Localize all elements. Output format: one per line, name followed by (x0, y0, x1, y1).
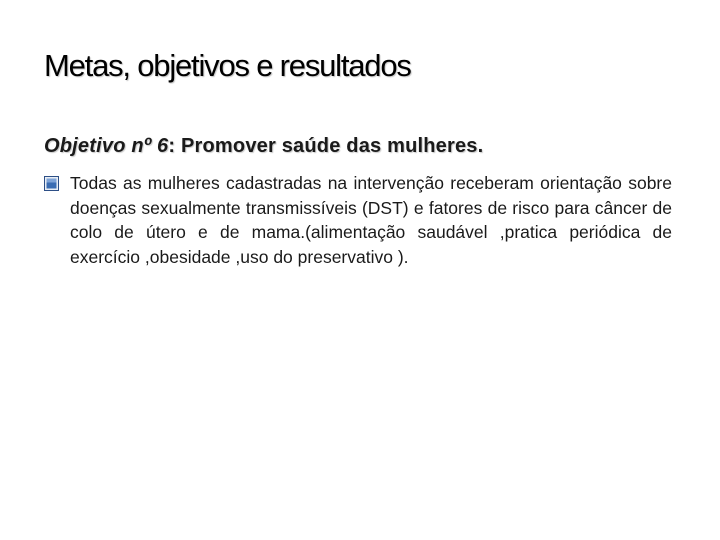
objective-label: Objetivo nº 6 (44, 135, 169, 157)
slide-title: Metas, objetivos e resultados (44, 48, 411, 83)
bullet-text: Todas as mulheres cadastradas na intervenção receberam orientação sobre doenças sexualmente transmissíveis (DST) e fatores de risco para câncer de colo de útero e de mama.(alimentação saudável ,pratica periódica de exercício ,obesidade ,uso do preservativo ). (70, 173, 672, 267)
bullet-item (44, 171, 672, 269)
objective-text: : Promover saúde das mulheres. (168, 135, 484, 157)
checkbox-bullet-icon (44, 176, 59, 191)
objective-heading (44, 135, 483, 158)
